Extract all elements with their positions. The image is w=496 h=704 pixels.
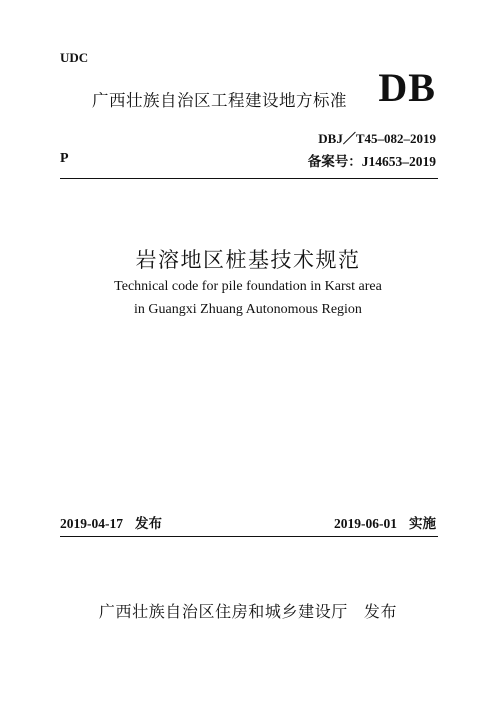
publisher-action: 发布 [363,602,398,621]
document-title-chinese: 岩溶地区桩基技术规范 [135,248,361,272]
publisher-line [0,599,496,622]
footer-divider [60,536,438,537]
effective-date-block [334,512,436,532]
issue-label: 发布 [135,516,162,532]
standard-code: DBJ／T45–082–2019 [318,131,436,146]
record-number: 备案号：J14653–2019 [307,154,436,169]
classification-code: P [60,151,69,166]
header-divider [60,178,438,179]
document-title-english-line2: in Guangxi Zhuang Autonomous Region [134,302,362,317]
effective-label: 实施 [409,516,436,532]
issue-date: 2019-04-17 [60,516,123,531]
document-title-english-line1: Technical code for pile foundation in Karst area [114,279,382,294]
db-mark: DB [378,65,436,110]
issue-date-block [60,512,162,532]
udc-label: UDC [60,50,89,65]
publisher-organization: 广西壮族自治区住房和城乡建设厅 [98,602,348,621]
standard-category-name: 广西壮族自治区工程建设地方标准 [92,91,347,110]
effective-date: 2019-06-01 [334,516,397,531]
